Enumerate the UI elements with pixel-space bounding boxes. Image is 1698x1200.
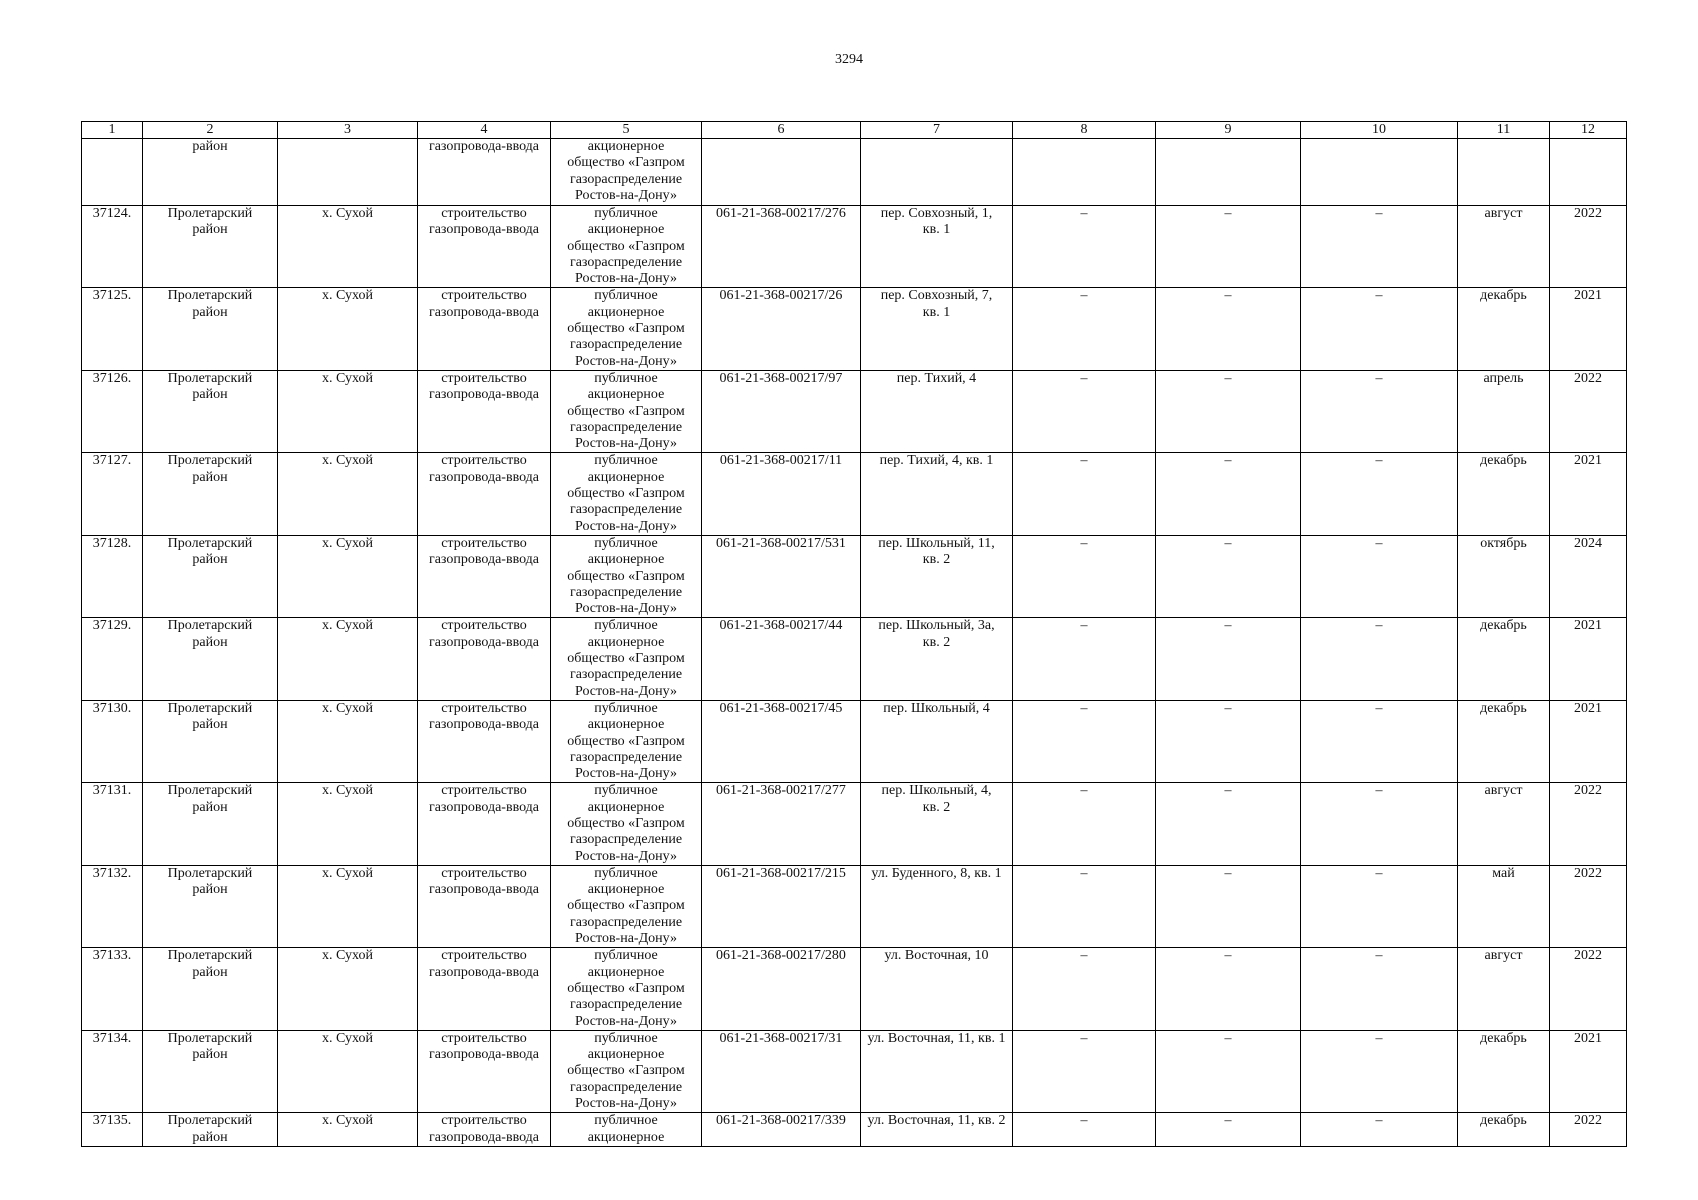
cell-col8: – <box>1013 453 1156 535</box>
cell-code <box>702 139 861 206</box>
cell-month: декабрь <box>1458 1113 1550 1147</box>
cell-address <box>861 139 1013 206</box>
cell-number: 37128. <box>82 535 143 617</box>
continuation-row <box>82 139 1627 206</box>
cell-address: ул. Восточная, 11, кв. 2 <box>861 1113 1013 1147</box>
cell-code: 061-21-368-00217/97 <box>702 370 861 452</box>
cell-year: 2022 <box>1550 948 1627 1030</box>
cell-district: Пролетарский район <box>143 288 278 370</box>
table-row <box>82 535 1627 617</box>
cell-organization: публичное акционерное общество «Газпром газораспределение Ростов-на-Дону» <box>551 783 702 865</box>
gas-pipeline-registry-table <box>81 121 1627 1147</box>
cell-address: пер. Школьный, 4 <box>861 700 1013 782</box>
cell-work-type: строительство газопровода-ввода <box>418 370 551 452</box>
cell-number <box>82 139 143 206</box>
column-header: 6 <box>702 122 861 139</box>
cell-locality: х. Сухой <box>278 618 418 700</box>
cell-organization: публичное акционерное общество «Газпром газораспределение Ростов-на-Дону» <box>551 618 702 700</box>
cell-code: 061-21-368-00217/44 <box>702 618 861 700</box>
cell-col9: – <box>1156 288 1301 370</box>
column-header: 2 <box>143 122 278 139</box>
cell-code: 061-21-368-00217/31 <box>702 1030 861 1112</box>
cell-col8: – <box>1013 700 1156 782</box>
cell-col10: – <box>1301 948 1458 1030</box>
cell-col9 <box>1156 139 1301 206</box>
cell-col10: – <box>1301 865 1458 947</box>
cell-address: пер. Тихий, 4 <box>861 370 1013 452</box>
cell-locality: х. Сухой <box>278 1113 418 1147</box>
cell-locality: х. Сухой <box>278 370 418 452</box>
cell-work-type: строительство газопровода-ввода <box>418 1113 551 1147</box>
cell-col10: – <box>1301 288 1458 370</box>
cell-number: 37132. <box>82 865 143 947</box>
table-row <box>82 453 1627 535</box>
cell-code: 061-21-368-00217/280 <box>702 948 861 1030</box>
cell-year: 2022 <box>1550 206 1627 288</box>
column-number-header-row <box>82 122 1627 139</box>
cell-district: Пролетарский район <box>143 700 278 782</box>
cell-organization: публичное акционерное общество «Газпром газораспределение Ростов-на-Дону» <box>551 370 702 452</box>
cell-col10: – <box>1301 1113 1458 1147</box>
cell-work-type: строительство газопровода-ввода <box>418 288 551 370</box>
page-number: 3294 <box>835 52 863 67</box>
cell-district: Пролетарский район <box>143 1113 278 1147</box>
cell-month: апрель <box>1458 370 1550 452</box>
cell-col9: – <box>1156 1030 1301 1112</box>
table-row <box>82 618 1627 700</box>
cell-address: пер. Школьный, 4, кв. 2 <box>861 783 1013 865</box>
table-row <box>82 206 1627 288</box>
cell-organization: публичное акционерное общество «Газпром газораспределение Ростов-на-Дону» <box>551 535 702 617</box>
table-row <box>82 948 1627 1030</box>
cell-work-type: строительство газопровода-ввода <box>418 618 551 700</box>
cell-work-type: строительство газопровода-ввода <box>418 1030 551 1112</box>
column-header: 10 <box>1301 122 1458 139</box>
cell-work-type: строительство газопровода-ввода <box>418 700 551 782</box>
cell-col9: – <box>1156 453 1301 535</box>
cell-month: август <box>1458 783 1550 865</box>
cell-col9: – <box>1156 865 1301 947</box>
cell-col9: – <box>1156 535 1301 617</box>
cell-address: пер. Совхозный, 7, кв. 1 <box>861 288 1013 370</box>
cell-number: 37126. <box>82 370 143 452</box>
cell-col8: – <box>1013 1030 1156 1112</box>
cell-number: 37133. <box>82 948 143 1030</box>
cell-work-type: строительство газопровода-ввода <box>418 453 551 535</box>
table-row <box>82 1113 1627 1147</box>
cell-code: 061-21-368-00217/277 <box>702 783 861 865</box>
column-header: 8 <box>1013 122 1156 139</box>
column-header: 12 <box>1550 122 1627 139</box>
column-header: 9 <box>1156 122 1301 139</box>
cell-locality: х. Сухой <box>278 453 418 535</box>
cell-address: пер. Совхозный, 1, кв. 1 <box>861 206 1013 288</box>
cell-month: май <box>1458 865 1550 947</box>
cell-col10: – <box>1301 370 1458 452</box>
cell-code: 061-21-368-00217/45 <box>702 700 861 782</box>
cell-col8: – <box>1013 370 1156 452</box>
cell-address: ул. Восточная, 10 <box>861 948 1013 1030</box>
cell-district: Пролетарский район <box>143 535 278 617</box>
cell-work-type: строительство газопровода-ввода <box>418 783 551 865</box>
table-row <box>82 783 1627 865</box>
cell-col9: – <box>1156 618 1301 700</box>
cell-col8: – <box>1013 1113 1156 1147</box>
cell-locality: х. Сухой <box>278 535 418 617</box>
cell-month: декабрь <box>1458 700 1550 782</box>
cell-year: 2022 <box>1550 783 1627 865</box>
cell-number: 37127. <box>82 453 143 535</box>
cell-address: ул. Буденного, 8, кв. 1 <box>861 865 1013 947</box>
cell-month <box>1458 139 1550 206</box>
cell-year: 2022 <box>1550 1113 1627 1147</box>
cell-code: 061-21-368-00217/339 <box>702 1113 861 1147</box>
cell-col8: – <box>1013 783 1156 865</box>
cell-address: пер. Тихий, 4, кв. 1 <box>861 453 1013 535</box>
cell-organization: публичное акционерное общество «Газпром газораспределение Ростов-на-Дону» <box>551 1030 702 1112</box>
cell-organization: публичное акционерное общество «Газпром газораспределение Ростов-на-Дону» <box>551 288 702 370</box>
cell-year: 2021 <box>1550 288 1627 370</box>
cell-month: август <box>1458 206 1550 288</box>
cell-address: ул. Восточная, 11, кв. 1 <box>861 1030 1013 1112</box>
cell-district: Пролетарский район <box>143 1030 278 1112</box>
cell-locality: х. Сухой <box>278 948 418 1030</box>
cell-number: 37131. <box>82 783 143 865</box>
cell-district: Пролетарский район <box>143 865 278 947</box>
column-header: 7 <box>861 122 1013 139</box>
cell-work-type: газопровода-ввода <box>418 139 551 206</box>
cell-district: Пролетарский район <box>143 618 278 700</box>
cell-year: 2022 <box>1550 370 1627 452</box>
cell-code: 061-21-368-00217/11 <box>702 453 861 535</box>
cell-month: декабрь <box>1458 1030 1550 1112</box>
cell-col9: – <box>1156 206 1301 288</box>
cell-year: 2024 <box>1550 535 1627 617</box>
cell-district: Пролетарский район <box>143 783 278 865</box>
cell-locality <box>278 139 418 206</box>
cell-year: 2021 <box>1550 700 1627 782</box>
column-header: 3 <box>278 122 418 139</box>
cell-work-type: строительство газопровода-ввода <box>418 948 551 1030</box>
cell-col10 <box>1301 139 1458 206</box>
cell-district: Пролетарский район <box>143 206 278 288</box>
cell-col9: – <box>1156 1113 1301 1147</box>
table-row <box>82 1030 1627 1112</box>
cell-code: 061-21-368-00217/531 <box>702 535 861 617</box>
column-header: 1 <box>82 122 143 139</box>
cell-organization: акционерное общество «Газпром газораспределение Ростов-на-Дону» <box>551 139 702 206</box>
cell-year: 2021 <box>1550 453 1627 535</box>
cell-address: пер. Школьный, 3а, кв. 2 <box>861 618 1013 700</box>
table-row <box>82 700 1627 782</box>
cell-col9: – <box>1156 948 1301 1030</box>
cell-col10: – <box>1301 700 1458 782</box>
cell-month: август <box>1458 948 1550 1030</box>
cell-district: Пролетарский район <box>143 370 278 452</box>
cell-col8: – <box>1013 288 1156 370</box>
column-header: 11 <box>1458 122 1550 139</box>
cell-number: 37124. <box>82 206 143 288</box>
cell-organization: публичное акционерное общество «Газпром газораспределение Ростов-на-Дону» <box>551 453 702 535</box>
cell-col10: – <box>1301 535 1458 617</box>
cell-work-type: строительство газопровода-ввода <box>418 865 551 947</box>
cell-year: 2021 <box>1550 1030 1627 1112</box>
cell-number: 37135. <box>82 1113 143 1147</box>
cell-col8: – <box>1013 535 1156 617</box>
cell-col8 <box>1013 139 1156 206</box>
cell-locality: х. Сухой <box>278 1030 418 1112</box>
cell-locality: х. Сухой <box>278 206 418 288</box>
cell-year: 2021 <box>1550 618 1627 700</box>
cell-col9: – <box>1156 700 1301 782</box>
cell-organization: публичное акционерное <box>551 1113 702 1147</box>
cell-col10: – <box>1301 1030 1458 1112</box>
cell-col10: – <box>1301 783 1458 865</box>
column-header: 4 <box>418 122 551 139</box>
cell-address: пер. Школьный, 11, кв. 2 <box>861 535 1013 617</box>
cell-work-type: строительство газопровода-ввода <box>418 206 551 288</box>
cell-month: декабрь <box>1458 453 1550 535</box>
cell-organization: публичное акционерное общество «Газпром газораспределение Ростов-на-Дону» <box>551 948 702 1030</box>
cell-number: 37130. <box>82 700 143 782</box>
cell-col8: – <box>1013 865 1156 947</box>
cell-col8: – <box>1013 948 1156 1030</box>
cell-code: 061-21-368-00217/215 <box>702 865 861 947</box>
cell-work-type: строительство газопровода-ввода <box>418 535 551 617</box>
cell-organization: публичное акционерное общество «Газпром газораспределение Ростов-на-Дону» <box>551 206 702 288</box>
cell-number: 37125. <box>82 288 143 370</box>
cell-code: 061-21-368-00217/276 <box>702 206 861 288</box>
table-row <box>82 865 1627 947</box>
cell-col10: – <box>1301 206 1458 288</box>
cell-locality: х. Сухой <box>278 700 418 782</box>
cell-district: Пролетарский район <box>143 948 278 1030</box>
cell-code: 061-21-368-00217/26 <box>702 288 861 370</box>
cell-month: декабрь <box>1458 618 1550 700</box>
cell-year <box>1550 139 1627 206</box>
cell-locality: х. Сухой <box>278 288 418 370</box>
cell-organization: публичное акционерное общество «Газпром газораспределение Ростов-на-Дону» <box>551 865 702 947</box>
cell-month: декабрь <box>1458 288 1550 370</box>
cell-col8: – <box>1013 618 1156 700</box>
cell-locality: х. Сухой <box>278 783 418 865</box>
cell-month: октябрь <box>1458 535 1550 617</box>
cell-number: 37129. <box>82 618 143 700</box>
cell-year: 2022 <box>1550 865 1627 947</box>
cell-locality: х. Сухой <box>278 865 418 947</box>
cell-number: 37134. <box>82 1030 143 1112</box>
column-header: 5 <box>551 122 702 139</box>
table-row <box>82 288 1627 370</box>
cell-col8: – <box>1013 206 1156 288</box>
cell-col10: – <box>1301 618 1458 700</box>
cell-col10: – <box>1301 453 1458 535</box>
cell-district: Пролетарский район <box>143 453 278 535</box>
cell-district: район <box>143 139 278 206</box>
cell-col9: – <box>1156 783 1301 865</box>
cell-col9: – <box>1156 370 1301 452</box>
cell-organization: публичное акционерное общество «Газпром газораспределение Ростов-на-Дону» <box>551 700 702 782</box>
table-row <box>82 370 1627 452</box>
